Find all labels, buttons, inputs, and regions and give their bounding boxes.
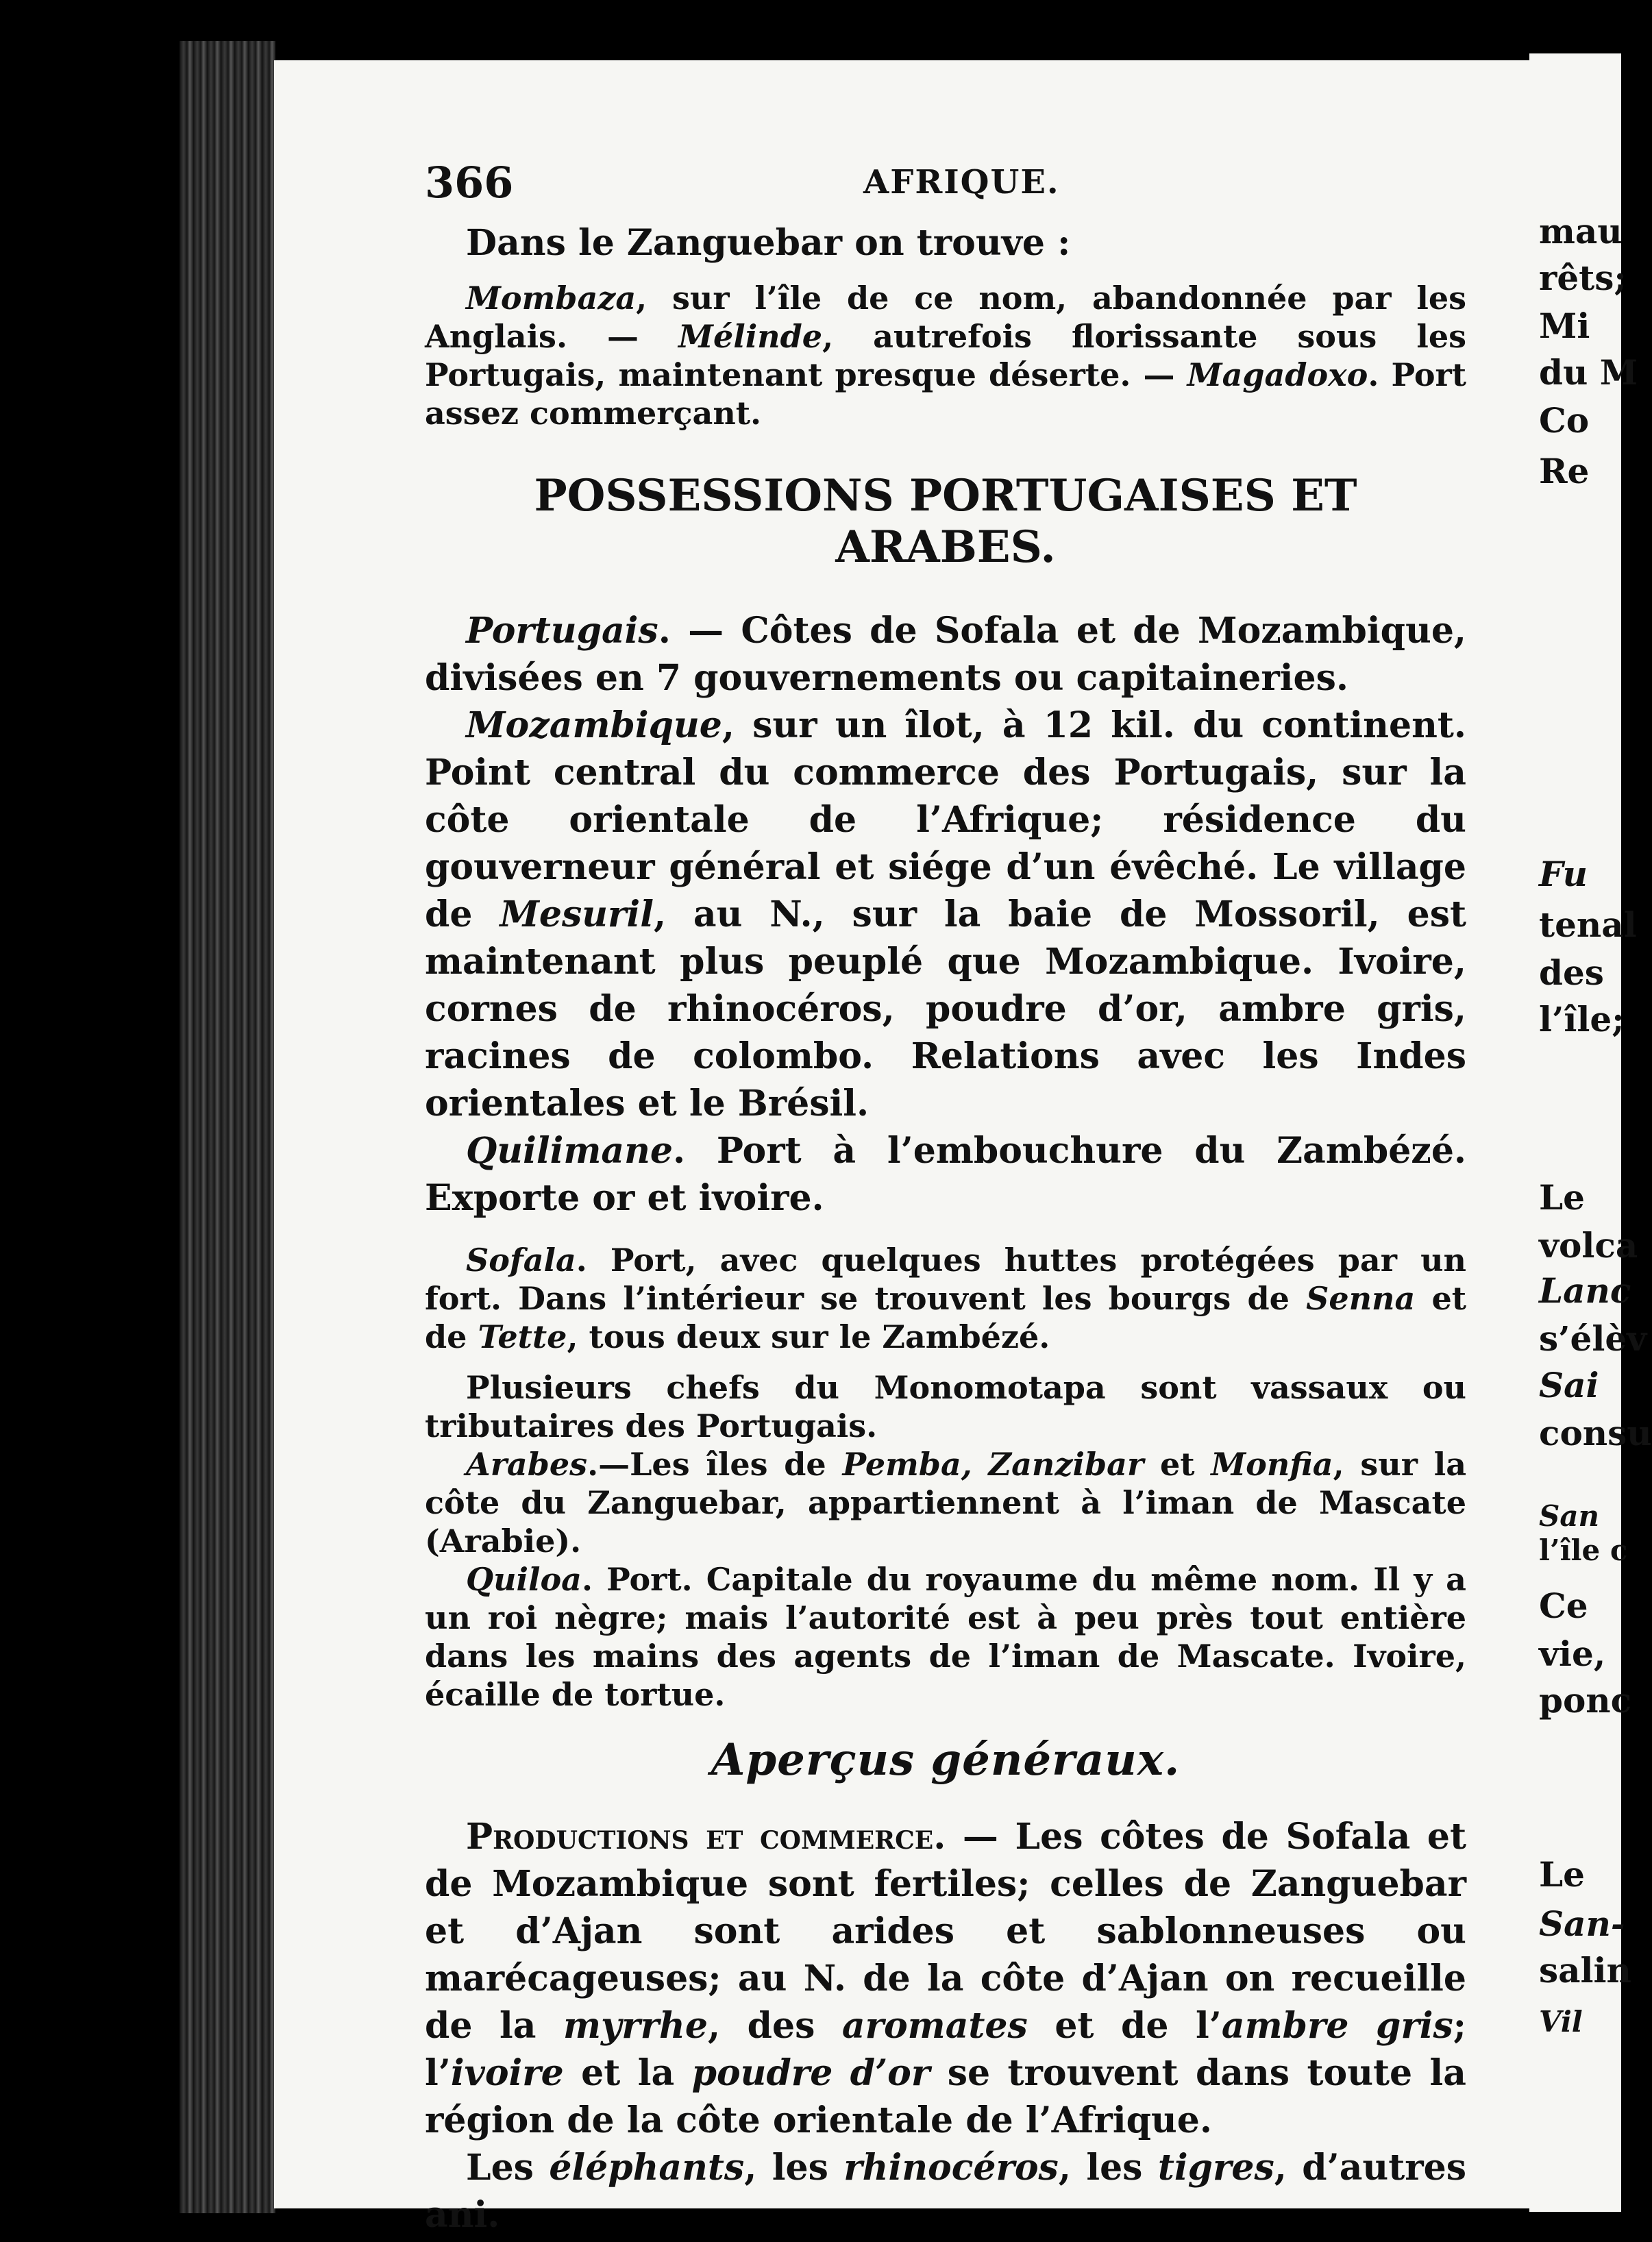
- facing-fragment: l’île;: [1539, 999, 1625, 1039]
- facing-fragment: Co: [1539, 400, 1590, 441]
- paragraph-arabes: Arabes.—Les îles de Pemba, Zanzibar et Monfia, sur la côte du Zanguebar, appartiennent à l’iman de Mascate (Arabie).: [425, 1446, 1466, 1560]
- facing-fragment: Fu: [1539, 854, 1588, 894]
- facing-fragment: salin: [1539, 1950, 1631, 1991]
- subheading: Aperçus généraux.: [711, 1734, 1181, 1786]
- facing-fragment: des: [1539, 952, 1604, 993]
- paragraph-mozambique: Mozambique, sur un îlot, à 12 kil. du continent. Point central du commerce des Portugais, sur la côte orientale de l’Afrique; résidence du gouverneur général et siége d’un évêché. Le village de Mesuril, au N., sur la baie de Mossoril, est maintenant plus peuplé que Mozambique. Ivoire, cornes de rhinocéros, poudre d’or, ambre gris, racines de colombo. Relations avec les Indes orientales et le Brésil.: [425, 704, 1467, 1124]
- facing-fragment: l’île c: [1539, 1533, 1628, 1567]
- facing-fragment: San-: [1539, 1904, 1625, 1944]
- paragraph-productions: Productions et commerce. — Les côtes de Sofala et de Mozambique sont fertiles; celles de Zanguebar et d’Ajan sont arides et sablonneuses ou marécageuses; au N. de la côte d’Ajan on recueille de la myrrhe, des aromates et de l’ambre gris; l’ivoire et la poudre d’or se trouvent dans toute la région de la côte orientale de l’Afrique.: [425, 1816, 1466, 2141]
- facing-fragment: Mi: [1539, 306, 1590, 346]
- section-title: POSSESSIONS PORTUGAISES ET ARABES.: [534, 470, 1357, 573]
- facing-fragment: ponc: [1539, 1680, 1632, 1721]
- intro-text: Mombaza, sur l’île de ce nom, abandonnée par les Anglais. — Mélinde, autrefois florissante sous les Portugais, maintenant presque déserte. — Magadoxo. Port assez commerçant.: [425, 280, 1467, 432]
- facing-fragment: Sai: [1539, 1365, 1599, 1405]
- paragraph-sofala: Sofala. Port, avec quelques huttes protégées par un fort. Dans l’intérieur se trouvent les bourgs de Senna et de Tette, tous deux sur le Zambézé.: [425, 1242, 1467, 1355]
- page-number: 366: [425, 158, 514, 208]
- facing-fragment: tenal: [1539, 904, 1637, 945]
- facing-fragment: Le: [1539, 1177, 1585, 1218]
- paragraph-portugais: Portugais. — Côtes de Sofala et de Mozambique, divisées en 7 gouvernements ou capitaineries.: [425, 610, 1466, 699]
- book-binding-edge: [180, 41, 275, 2213]
- page-content: [425, 158, 1466, 2239]
- facing-fragment: rêts;: [1539, 258, 1627, 298]
- facing-fragment: s’élèv: [1539, 1318, 1647, 1359]
- intro-lead: Dans le Zanguebar on trouve :: [466, 222, 1071, 264]
- facing-page-strip: [1529, 53, 1652, 2212]
- facing-fragment: Ce: [1539, 1586, 1588, 1626]
- facing-fragment: Lanc: [1539, 1270, 1631, 1311]
- facing-fragment: San: [1539, 1499, 1600, 1533]
- page-header: [425, 158, 1466, 219]
- running-head: AFRIQUE.: [863, 163, 1060, 201]
- paragraph-animals: Les éléphants, les rhinocéros, les tigres, d’autres ani.: [425, 2147, 1466, 2236]
- facing-fragment: Le: [1539, 1854, 1585, 1895]
- facing-fragment: du M: [1539, 352, 1638, 393]
- paragraph-quilimane: Quilimane. Port à l’embouchure du Zambézé. Exporte or et ivoire.: [425, 1130, 1466, 1219]
- facing-fragment: consu: [1539, 1413, 1652, 1453]
- facing-fragment: mau: [1539, 211, 1623, 251]
- facing-fragment: volca: [1539, 1225, 1638, 1266]
- facing-fragment: Re: [1539, 451, 1590, 491]
- facing-fragment: vie,: [1539, 1634, 1606, 1674]
- paragraph-quiloa: Quiloa. Port. Capitale du royaume du même nom. Il y a un roi nègre; mais l’autorité est à peu près tout entière dans les mains des agents de l’iman de Mascate. Ivoire, écaille de tortue.: [425, 1561, 1466, 1713]
- paragraph-monomotapa: Plusieurs chefs du Monomotapa sont vassaux ou tributaires des Portugais.: [425, 1369, 1466, 1444]
- facing-fragment: Vil: [1539, 2005, 1583, 2038]
